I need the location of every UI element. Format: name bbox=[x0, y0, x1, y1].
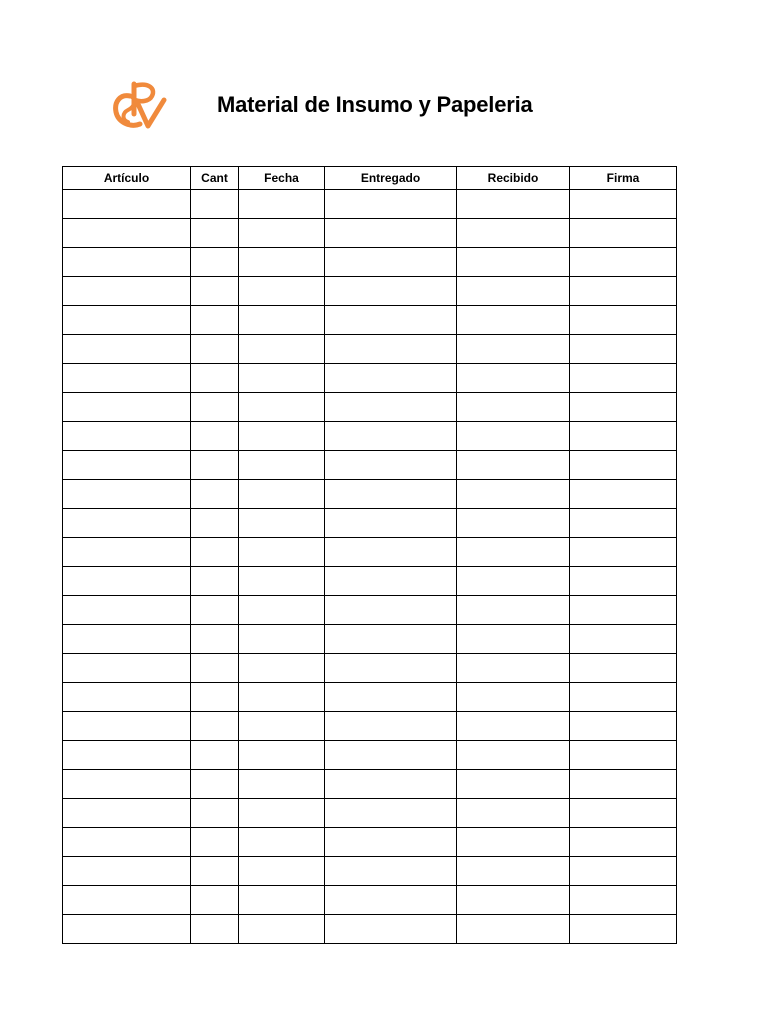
cell-cant[interactable] bbox=[191, 567, 239, 596]
cell-entregado[interactable] bbox=[325, 741, 457, 770]
cell-recibido[interactable] bbox=[457, 480, 570, 509]
cell-entregado[interactable] bbox=[325, 393, 457, 422]
cell-fecha[interactable] bbox=[239, 219, 325, 248]
cell-fecha[interactable] bbox=[239, 857, 325, 886]
cell-entregado[interactable] bbox=[325, 306, 457, 335]
cell-recibido[interactable] bbox=[457, 799, 570, 828]
cell-cant[interactable] bbox=[191, 219, 239, 248]
cell-entregado[interactable] bbox=[325, 857, 457, 886]
cell-fecha[interactable] bbox=[239, 451, 325, 480]
cell-fecha[interactable] bbox=[239, 886, 325, 915]
cell-recibido[interactable] bbox=[457, 277, 570, 306]
cell-entregado[interactable] bbox=[325, 277, 457, 306]
cell-firma[interactable] bbox=[570, 857, 677, 886]
cell-articulo[interactable] bbox=[63, 799, 191, 828]
cell-cant[interactable] bbox=[191, 654, 239, 683]
cell-entregado[interactable] bbox=[325, 364, 457, 393]
cell-entregado[interactable] bbox=[325, 596, 457, 625]
cell-cant[interactable] bbox=[191, 828, 239, 857]
table-row bbox=[63, 683, 677, 712]
cell-articulo[interactable] bbox=[63, 741, 191, 770]
cell-fecha[interactable] bbox=[239, 915, 325, 944]
cell-firma[interactable] bbox=[570, 625, 677, 654]
cell-articulo[interactable] bbox=[63, 654, 191, 683]
cell-recibido[interactable] bbox=[457, 683, 570, 712]
cell-entregado[interactable] bbox=[325, 712, 457, 741]
cell-recibido[interactable] bbox=[457, 219, 570, 248]
table-row bbox=[63, 625, 677, 654]
cell-articulo[interactable] bbox=[63, 219, 191, 248]
cell-fecha[interactable] bbox=[239, 596, 325, 625]
cell-articulo[interactable] bbox=[63, 915, 191, 944]
cell-firma[interactable] bbox=[570, 422, 677, 451]
cell-recibido[interactable] bbox=[457, 306, 570, 335]
cell-recibido[interactable] bbox=[457, 538, 570, 567]
cell-cant[interactable] bbox=[191, 393, 239, 422]
table-row bbox=[63, 712, 677, 741]
cell-articulo[interactable] bbox=[63, 886, 191, 915]
cell-fecha[interactable] bbox=[239, 480, 325, 509]
cell-articulo[interactable] bbox=[63, 538, 191, 567]
table-row bbox=[63, 451, 677, 480]
cell-cant[interactable] bbox=[191, 886, 239, 915]
cell-firma[interactable] bbox=[570, 828, 677, 857]
cell-articulo[interactable] bbox=[63, 567, 191, 596]
cell-entregado[interactable] bbox=[325, 770, 457, 799]
cell-articulo[interactable] bbox=[63, 277, 191, 306]
cell-fecha[interactable] bbox=[239, 828, 325, 857]
cell-firma[interactable] bbox=[570, 393, 677, 422]
cell-entregado[interactable] bbox=[325, 915, 457, 944]
cell-cant[interactable] bbox=[191, 770, 239, 799]
cell-cant[interactable] bbox=[191, 538, 239, 567]
cell-recibido[interactable] bbox=[457, 654, 570, 683]
table-row bbox=[63, 741, 677, 770]
cell-recibido[interactable] bbox=[457, 335, 570, 364]
table-row bbox=[63, 828, 677, 857]
cell-cant[interactable] bbox=[191, 857, 239, 886]
cell-cant[interactable] bbox=[191, 915, 239, 944]
table-row bbox=[63, 770, 677, 799]
cell-cant[interactable] bbox=[191, 451, 239, 480]
cell-articulo[interactable] bbox=[63, 422, 191, 451]
cell-fecha[interactable] bbox=[239, 712, 325, 741]
cell-articulo[interactable] bbox=[63, 451, 191, 480]
cell-recibido[interactable] bbox=[457, 828, 570, 857]
cell-recibido[interactable] bbox=[457, 596, 570, 625]
column-header-entregado: Entregado bbox=[325, 167, 457, 190]
cell-firma[interactable] bbox=[570, 480, 677, 509]
cell-entregado[interactable] bbox=[325, 886, 457, 915]
column-header-firma: Firma bbox=[570, 167, 677, 190]
cell-firma[interactable] bbox=[570, 306, 677, 335]
cell-cant[interactable] bbox=[191, 480, 239, 509]
cell-firma[interactable] bbox=[570, 509, 677, 538]
cell-entregado[interactable] bbox=[325, 509, 457, 538]
cell-articulo[interactable] bbox=[63, 306, 191, 335]
cell-firma[interactable] bbox=[570, 219, 677, 248]
cell-cant[interactable] bbox=[191, 596, 239, 625]
cell-fecha[interactable] bbox=[239, 567, 325, 596]
table-row bbox=[63, 422, 677, 451]
cell-articulo[interactable] bbox=[63, 190, 191, 219]
cell-firma[interactable] bbox=[570, 770, 677, 799]
cell-firma[interactable] bbox=[570, 596, 677, 625]
table-row bbox=[63, 306, 677, 335]
cell-fecha[interactable] bbox=[239, 248, 325, 277]
cell-articulo[interactable] bbox=[63, 625, 191, 654]
cell-entregado[interactable] bbox=[325, 683, 457, 712]
cell-articulo[interactable] bbox=[63, 770, 191, 799]
cell-fecha[interactable] bbox=[239, 306, 325, 335]
cell-articulo[interactable] bbox=[63, 480, 191, 509]
cell-entregado[interactable] bbox=[325, 219, 457, 248]
cell-recibido[interactable] bbox=[457, 741, 570, 770]
cell-cant[interactable] bbox=[191, 509, 239, 538]
cell-firma[interactable] bbox=[570, 248, 677, 277]
cell-firma[interactable] bbox=[570, 364, 677, 393]
cell-firma[interactable] bbox=[570, 567, 677, 596]
cell-recibido[interactable] bbox=[457, 625, 570, 654]
cell-entregado[interactable] bbox=[325, 799, 457, 828]
rv-monogram-logo-icon bbox=[108, 78, 168, 134]
cell-articulo[interactable] bbox=[63, 857, 191, 886]
table-row bbox=[63, 567, 677, 596]
cell-firma[interactable] bbox=[570, 654, 677, 683]
cell-entregado[interactable] bbox=[325, 335, 457, 364]
cell-articulo[interactable] bbox=[63, 335, 191, 364]
cell-entregado[interactable] bbox=[325, 567, 457, 596]
cell-fecha[interactable] bbox=[239, 654, 325, 683]
cell-recibido[interactable] bbox=[457, 393, 570, 422]
cell-entregado[interactable] bbox=[325, 625, 457, 654]
cell-firma[interactable] bbox=[570, 712, 677, 741]
cell-fecha[interactable] bbox=[239, 364, 325, 393]
cell-fecha[interactable] bbox=[239, 393, 325, 422]
cell-fecha[interactable] bbox=[239, 770, 325, 799]
column-header-articulo: Artículo bbox=[63, 167, 191, 190]
table-row bbox=[63, 219, 677, 248]
cell-firma[interactable] bbox=[570, 335, 677, 364]
table-row bbox=[63, 915, 677, 944]
cell-entregado[interactable] bbox=[325, 422, 457, 451]
table-row bbox=[63, 799, 677, 828]
cell-articulo[interactable] bbox=[63, 828, 191, 857]
table-row bbox=[63, 596, 677, 625]
cell-firma[interactable] bbox=[570, 190, 677, 219]
cell-cant[interactable] bbox=[191, 248, 239, 277]
cell-recibido[interactable] bbox=[457, 857, 570, 886]
table-header-row bbox=[63, 167, 677, 190]
cell-cant[interactable] bbox=[191, 712, 239, 741]
column-header-fecha: Fecha bbox=[239, 167, 325, 190]
cell-cant[interactable] bbox=[191, 335, 239, 364]
cell-firma[interactable] bbox=[570, 451, 677, 480]
cell-recibido[interactable] bbox=[457, 770, 570, 799]
column-header-cant: Cant bbox=[191, 167, 239, 190]
cell-cant[interactable] bbox=[191, 741, 239, 770]
cell-fecha[interactable] bbox=[239, 277, 325, 306]
cell-recibido[interactable] bbox=[457, 364, 570, 393]
table-row bbox=[63, 857, 677, 886]
cell-firma[interactable] bbox=[570, 886, 677, 915]
cell-cant[interactable] bbox=[191, 364, 239, 393]
cell-cant[interactable] bbox=[191, 625, 239, 654]
table-row bbox=[63, 393, 677, 422]
table-row bbox=[63, 886, 677, 915]
table-row bbox=[63, 509, 677, 538]
cell-fecha[interactable] bbox=[239, 683, 325, 712]
cell-fecha[interactable] bbox=[239, 625, 325, 654]
cell-recibido[interactable] bbox=[457, 509, 570, 538]
cell-firma[interactable] bbox=[570, 683, 677, 712]
cell-cant[interactable] bbox=[191, 277, 239, 306]
cell-recibido[interactable] bbox=[457, 915, 570, 944]
cell-entregado[interactable] bbox=[325, 248, 457, 277]
table-row bbox=[63, 190, 677, 219]
cell-articulo[interactable] bbox=[63, 364, 191, 393]
cell-firma[interactable] bbox=[570, 538, 677, 567]
cell-articulo[interactable] bbox=[63, 596, 191, 625]
cell-articulo[interactable] bbox=[63, 683, 191, 712]
cell-fecha[interactable] bbox=[239, 741, 325, 770]
table-row bbox=[63, 364, 677, 393]
cell-entregado[interactable] bbox=[325, 828, 457, 857]
cell-recibido[interactable] bbox=[457, 886, 570, 915]
cell-firma[interactable] bbox=[570, 915, 677, 944]
cell-entregado[interactable] bbox=[325, 480, 457, 509]
cell-cant[interactable] bbox=[191, 306, 239, 335]
supplies-log-table bbox=[62, 166, 677, 944]
table-body bbox=[63, 190, 677, 944]
cell-cant[interactable] bbox=[191, 422, 239, 451]
cell-recibido[interactable] bbox=[457, 451, 570, 480]
cell-articulo[interactable] bbox=[63, 712, 191, 741]
table-row bbox=[63, 248, 677, 277]
cell-articulo[interactable] bbox=[63, 509, 191, 538]
cell-cant[interactable] bbox=[191, 190, 239, 219]
cell-recibido[interactable] bbox=[457, 712, 570, 741]
cell-fecha[interactable] bbox=[239, 422, 325, 451]
cell-fecha[interactable] bbox=[239, 509, 325, 538]
cell-recibido[interactable] bbox=[457, 190, 570, 219]
cell-entregado[interactable] bbox=[325, 654, 457, 683]
cell-fecha[interactable] bbox=[239, 190, 325, 219]
cell-firma[interactable] bbox=[570, 799, 677, 828]
cell-entregado[interactable] bbox=[325, 451, 457, 480]
table-row bbox=[63, 277, 677, 306]
table-row bbox=[63, 654, 677, 683]
cell-articulo[interactable] bbox=[63, 248, 191, 277]
cell-entregado[interactable] bbox=[325, 190, 457, 219]
cell-recibido[interactable] bbox=[457, 248, 570, 277]
table-row bbox=[63, 335, 677, 364]
cell-cant[interactable] bbox=[191, 799, 239, 828]
cell-recibido[interactable] bbox=[457, 422, 570, 451]
cell-fecha[interactable] bbox=[239, 538, 325, 567]
cell-firma[interactable] bbox=[570, 741, 677, 770]
cell-fecha[interactable] bbox=[239, 335, 325, 364]
cell-fecha[interactable] bbox=[239, 799, 325, 828]
table-row bbox=[63, 480, 677, 509]
column-header-recibido: Recibido bbox=[457, 167, 570, 190]
cell-recibido[interactable] bbox=[457, 567, 570, 596]
cell-cant[interactable] bbox=[191, 683, 239, 712]
cell-firma[interactable] bbox=[570, 277, 677, 306]
cell-entregado[interactable] bbox=[325, 538, 457, 567]
cell-articulo[interactable] bbox=[63, 393, 191, 422]
page-title: Material de Insumo y Papeleria bbox=[217, 92, 533, 117]
table-row bbox=[63, 538, 677, 567]
